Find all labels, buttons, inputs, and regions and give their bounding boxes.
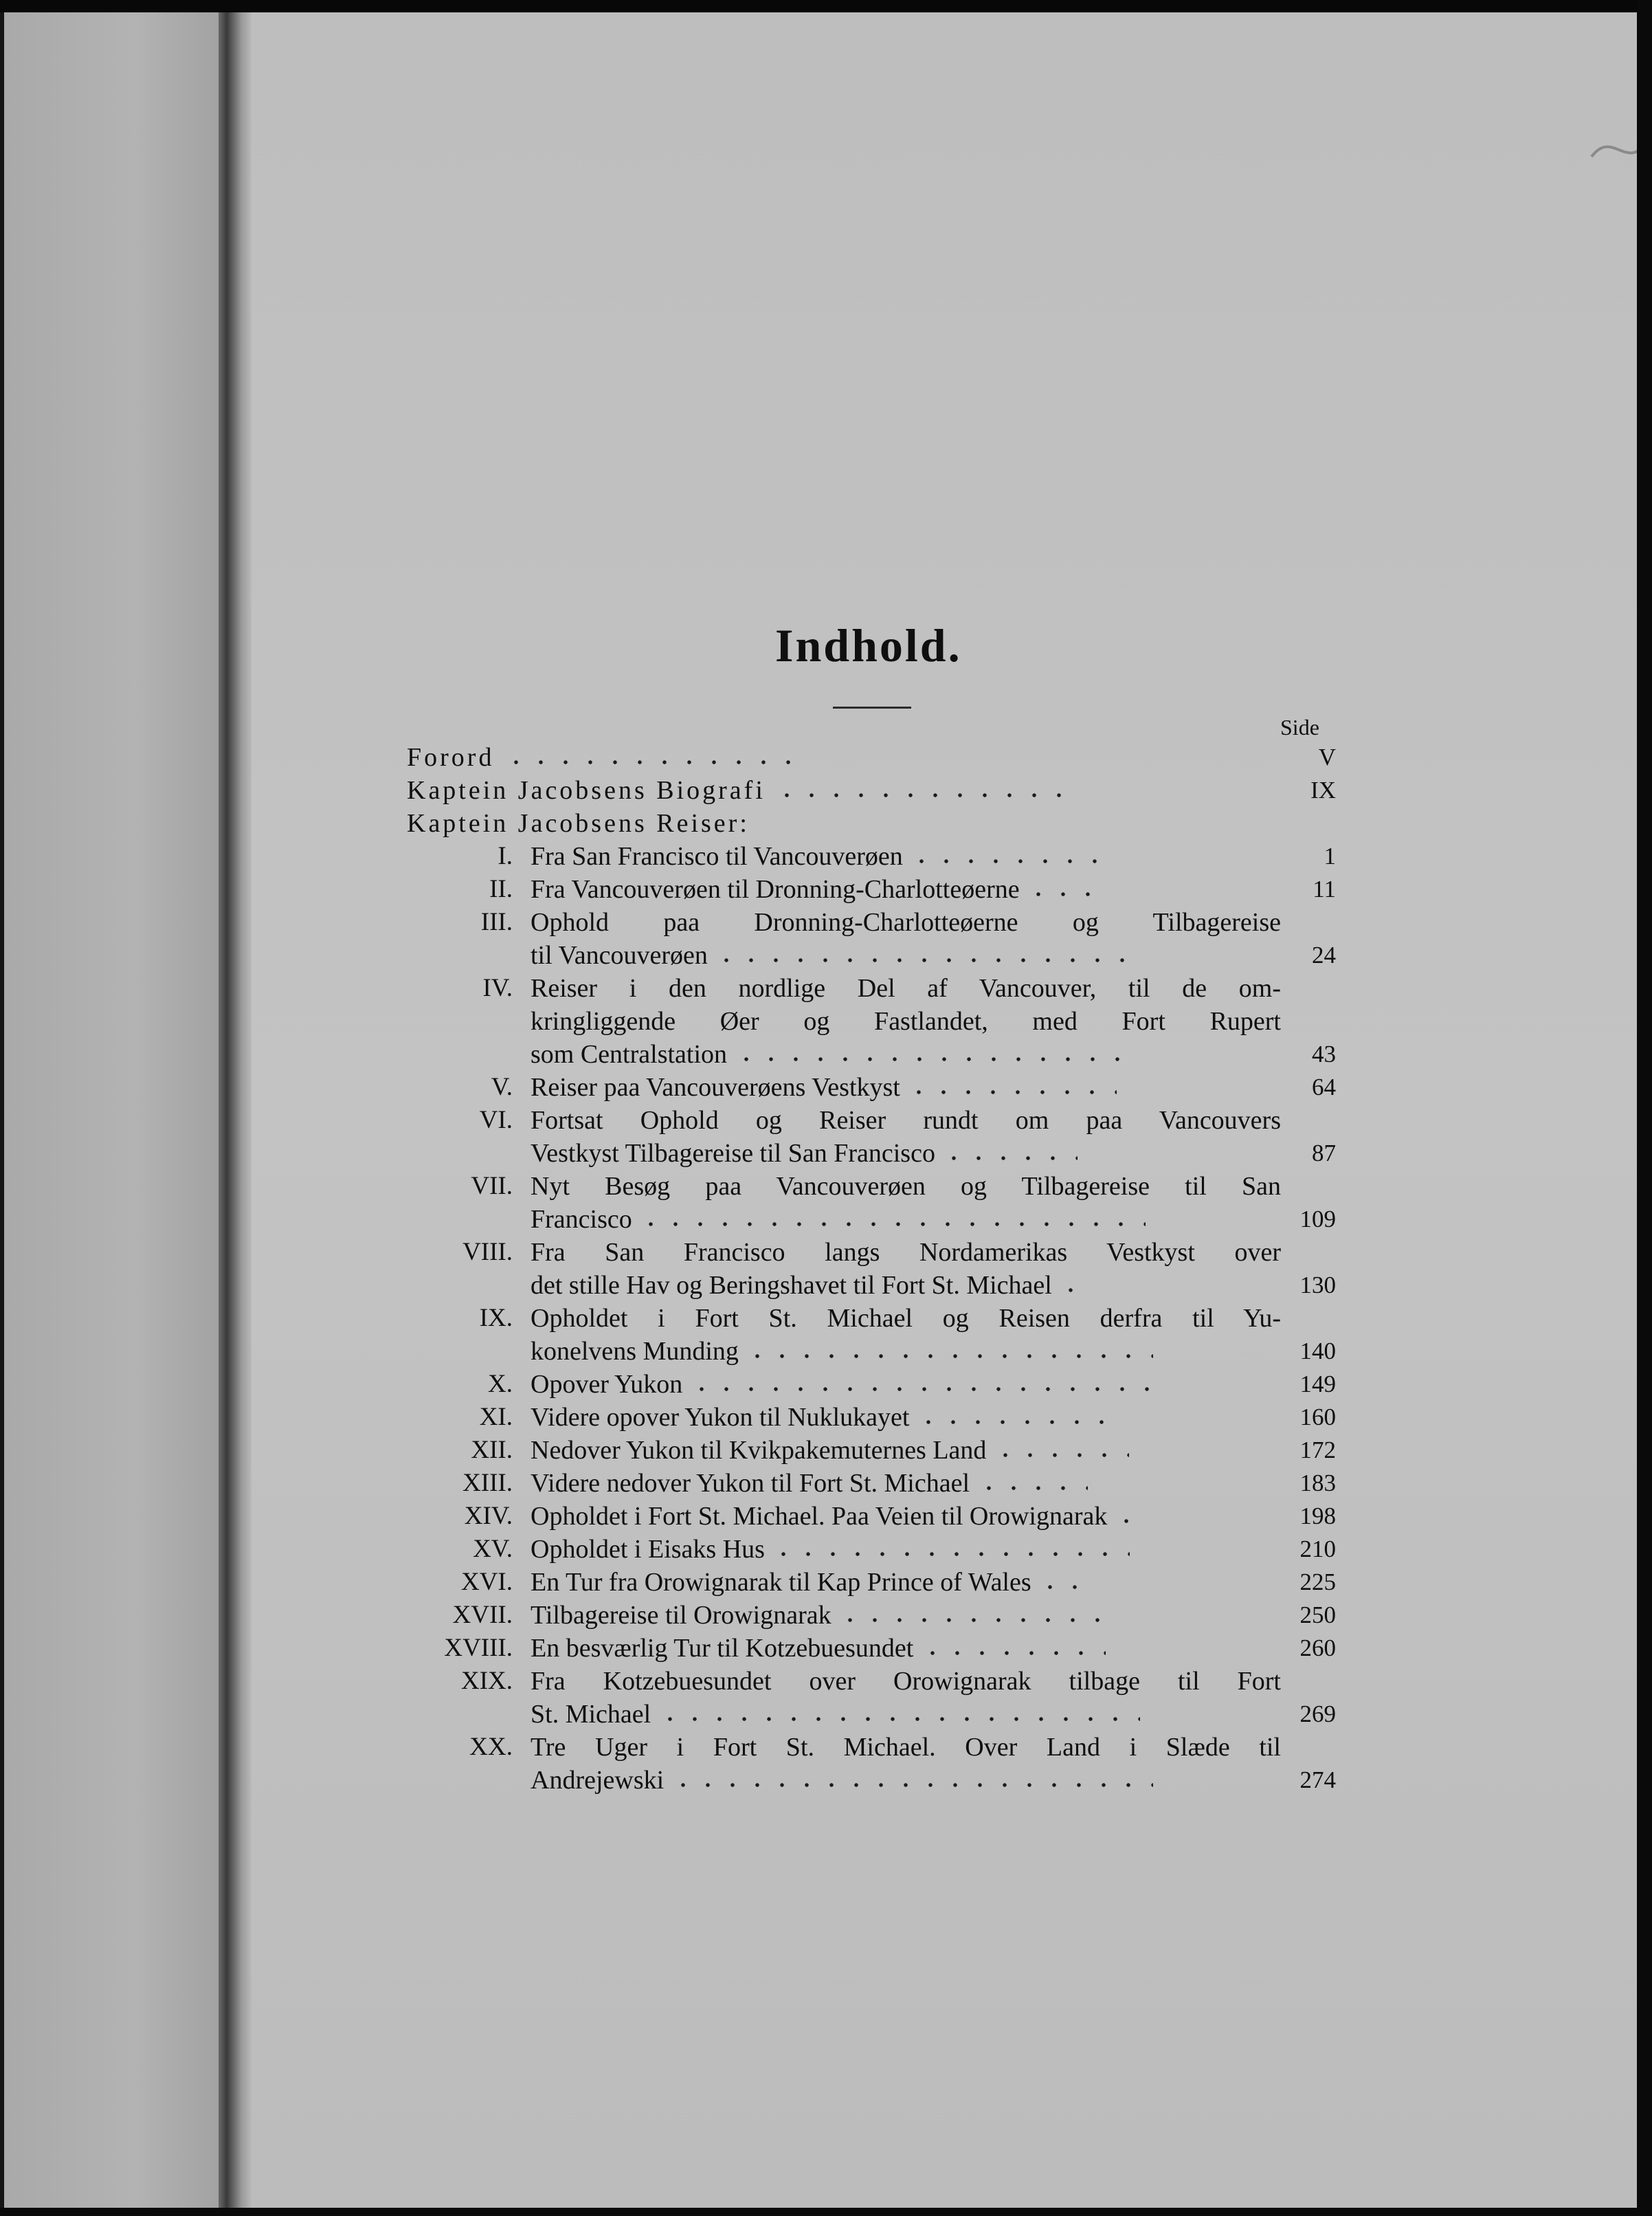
chapter-title-line <box>531 1467 1281 1500</box>
dot-leader <box>1058 1270 1086 1294</box>
chapter-title-line <box>531 1764 1281 1797</box>
chapter-number: XIX. <box>460 1667 513 1695</box>
chapter-title-text: Tilbagereise til Orowignarak <box>531 1601 831 1630</box>
chapter-title-text: til Vancouverøen <box>531 941 708 970</box>
chapter-title-line <box>531 1269 1281 1302</box>
toc-chapter-line <box>407 1566 1336 1599</box>
toc-page-number: 210 <box>1299 1536 1336 1562</box>
toc-page-number: 1 <box>1324 843 1336 869</box>
scan-border-right <box>1637 0 1652 2216</box>
chapter-number: V. <box>491 1073 513 1101</box>
toc-page-number: 24 <box>1312 942 1336 968</box>
toc-chapter-line <box>407 1302 1336 1335</box>
chapter-number: XI. <box>479 1403 513 1431</box>
dot-leader <box>838 1600 1110 1624</box>
chapter-title-text: St. Michael <box>531 1700 651 1729</box>
chapter-title-line <box>531 1071 1281 1104</box>
toc-page-number: 260 <box>1299 1635 1336 1661</box>
title-rule <box>833 707 911 709</box>
toc-chapter-line <box>407 1500 1336 1533</box>
toc-page-number: 64 <box>1312 1074 1336 1100</box>
toc-chapter-line <box>407 1038 1336 1071</box>
chapter-title-line <box>531 1533 1281 1566</box>
chapter-title-text: Vestkyst Tilbagereise til San Francisco <box>531 1139 935 1168</box>
toc-front-entry <box>407 774 1336 807</box>
chapter-title-line <box>531 1599 1281 1632</box>
toc-page-number: 172 <box>1299 1437 1336 1463</box>
chapter-title-text: Francisco <box>531 1205 632 1234</box>
toc-page-number: V <box>1318 744 1336 771</box>
chapter-title-line <box>531 840 1281 873</box>
chapter-title-text: Videre opover Yukon til Nuklukayet <box>531 1403 910 1432</box>
toc-chapter-line <box>407 840 1336 873</box>
toc-chapter-line <box>407 1335 1336 1368</box>
toc-chapter-line <box>407 1071 1336 1104</box>
toc-entry-title: Forord <box>407 741 1281 774</box>
chapter-title-line <box>531 873 1281 906</box>
toc-entry-title: Kaptein Jacobsens Biografi <box>407 774 1281 807</box>
dot-leader <box>1026 874 1100 898</box>
chapter-number: XV. <box>473 1535 513 1563</box>
page-column-label: Side <box>1280 715 1319 740</box>
table-of-contents <box>407 741 1336 1797</box>
toc-chapter-line <box>407 873 1336 906</box>
chapter-title-line <box>531 1401 1281 1434</box>
scan-border-top <box>0 0 1652 12</box>
chapter-title-line <box>531 1434 1281 1467</box>
chapter-title-text: En besværlig Tur til Kotzebuesundet <box>531 1634 914 1663</box>
chapter-number: VIII. <box>462 1238 513 1266</box>
dot-leader <box>504 742 792 766</box>
toc-page-number: 198 <box>1299 1503 1336 1529</box>
chapter-title-text: Reiser paa Vancouverøens Vestkyst <box>531 1073 900 1102</box>
dot-leader <box>993 1435 1129 1459</box>
chapter-number: XIV. <box>464 1502 513 1530</box>
toc-chapter-line <box>407 1434 1336 1467</box>
chapter-title-line: Ophold paa Dronning-Charlotteøerne og Tilbagereise <box>531 908 1281 937</box>
toc-chapter-line <box>407 1665 1336 1698</box>
chapter-title-text: Opholdet i Eisaks Hus <box>531 1535 765 1564</box>
chapter-number: IV. <box>482 974 513 1002</box>
toc-page-number: 160 <box>1299 1404 1336 1430</box>
toc-chapter-line <box>407 1764 1336 1797</box>
chapter-title-text: Videre nedover Yukon til Fort St. Michael <box>531 1469 970 1498</box>
dot-leader <box>745 1336 1153 1360</box>
chapter-number: II. <box>489 875 513 903</box>
chapter-title-line <box>531 1038 1281 1071</box>
chapter-number: III. <box>480 908 513 936</box>
toc-chapter-line <box>407 1203 1336 1236</box>
toc-page-number: 130 <box>1299 1272 1336 1298</box>
chapter-title-line <box>531 1203 1281 1236</box>
chapter-title-text: Fra Vancouverøen til Dronning-Charlotteøerne <box>531 875 1020 904</box>
page-title: Indhold. <box>775 619 962 672</box>
dot-leader <box>1038 1567 1087 1591</box>
chapter-number: XII. <box>471 1436 513 1464</box>
chapter-title-line: Opholdet i Fort St. Michael og Reisen derfra til Yu- <box>531 1304 1281 1333</box>
toc-chapter-line <box>407 1401 1336 1434</box>
chapter-title-line: Fortsat Ophold og Reiser rundt om paa Vancouvers <box>531 1106 1281 1135</box>
toc-page-number: 274 <box>1299 1766 1336 1793</box>
chapter-number: XIII. <box>462 1469 513 1497</box>
chapter-title-text: det stille Hav og Beringshavet til Fort St. Michael <box>531 1271 1052 1300</box>
chapter-title-line <box>531 1368 1281 1401</box>
chapter-number: XVIII. <box>444 1634 513 1662</box>
toc-chapter-line <box>407 1368 1336 1401</box>
chapter-title-line <box>531 1632 1281 1665</box>
toc-chapter-line <box>407 1731 1336 1764</box>
chapter-title-line: Nyt Besøg paa Vancouverøen og Tilbagereise til San <box>531 1172 1281 1201</box>
scan-border-bottom <box>0 2208 1652 2216</box>
toc-chapter-line <box>407 972 1336 1005</box>
dot-leader <box>920 1633 1106 1657</box>
book-gutter <box>219 12 252 2208</box>
toc-front-entry <box>407 807 1336 840</box>
toc-chapter-line <box>407 1236 1336 1269</box>
toc-page-number: 250 <box>1299 1602 1336 1628</box>
toc-chapter-line <box>407 1269 1336 1302</box>
chapter-title-line <box>531 1335 1281 1368</box>
toc-page-number: 87 <box>1312 1140 1336 1166</box>
chapter-title-text: Andrejewski <box>531 1766 665 1795</box>
chapter-title-text: Opover Yukon <box>531 1370 683 1399</box>
toc-chapter-line <box>407 1005 1336 1038</box>
dot-leader <box>774 775 1063 799</box>
dot-leader <box>638 1204 1146 1228</box>
chapter-title-line: kringliggende Øer og Fastlandet, med Fort Rupert <box>531 1007 1281 1036</box>
chapter-title-line <box>531 1500 1281 1533</box>
dot-leader <box>658 1699 1140 1722</box>
chapter-number: XVI. <box>460 1568 513 1596</box>
toc-chapter-line <box>407 1632 1336 1665</box>
toc-front-entry <box>407 741 1336 774</box>
chapter-title-text: En Tur fra Orowignarak til Kap Prince of Wales <box>531 1568 1031 1597</box>
toc-chapter-line <box>407 1104 1336 1137</box>
chapter-title-text: Opholdet i Fort St. Michael. Paa Veien til Orowignarak <box>531 1502 1108 1531</box>
toc-page-number: 43 <box>1312 1041 1336 1067</box>
dot-leader <box>689 1369 1159 1393</box>
dot-leader <box>976 1468 1088 1492</box>
dot-leader <box>714 940 1135 964</box>
chapter-number: XX. <box>469 1733 513 1761</box>
chapter-title-line <box>531 1698 1281 1731</box>
toc-chapter-line <box>407 1533 1336 1566</box>
toc-page-number: IX <box>1310 777 1336 804</box>
toc-page-number: 140 <box>1299 1338 1336 1364</box>
chapter-title-line <box>531 1566 1281 1599</box>
facing-page <box>4 12 221 2208</box>
chapter-title-line <box>531 939 1281 972</box>
chapter-number: VII. <box>471 1172 513 1200</box>
chapter-number: X. <box>488 1370 513 1398</box>
toc-page-number: 269 <box>1299 1700 1336 1727</box>
chapter-title-text: Nedover Yukon til Kvikpakemuternes Land <box>531 1436 987 1465</box>
dot-leader <box>906 1072 1117 1096</box>
dot-leader <box>916 1402 1114 1426</box>
chapter-title-line: Tre Uger i Fort St. Michael. Over Land i Slæde til <box>531 1733 1281 1762</box>
toc-entry-title: Kaptein Jacobsens Reiser: <box>407 809 750 838</box>
dot-leader <box>771 1534 1130 1558</box>
toc-chapter-line <box>407 1599 1336 1632</box>
chapter-number: I. <box>498 842 513 870</box>
chapter-title-line: Fra San Francisco langs Nordamerikas Vestkyst over <box>531 1238 1281 1267</box>
toc-chapter-line <box>407 939 1336 972</box>
toc-chapter-line <box>407 1170 1336 1203</box>
toc-page-number: 109 <box>1299 1206 1336 1232</box>
toc-chapter-line <box>407 1698 1336 1731</box>
toc-chapter-line <box>407 1137 1336 1170</box>
chapter-number: VI. <box>479 1106 513 1134</box>
toc-chapter-line <box>407 906 1336 939</box>
chapter-number: XVII. <box>452 1601 513 1629</box>
dot-leader <box>909 841 1107 865</box>
chapter-title-line <box>531 1137 1281 1170</box>
chapter-title-line: Fra Kotzebuesundet over Orowignarak tilbage til Fort <box>531 1667 1281 1696</box>
chapter-title-text: Fra San Francisco til Vancouverøen <box>531 842 903 871</box>
toc-page-number: 11 <box>1313 876 1336 902</box>
chapter-title-text: konelvens Munding <box>531 1337 739 1366</box>
dot-leader <box>671 1765 1153 1788</box>
chapter-number: IX. <box>479 1304 513 1332</box>
chapter-title-text: som Centralstation <box>531 1040 728 1069</box>
toc-chapter-line <box>407 1467 1336 1500</box>
dot-leader <box>734 1039 1130 1063</box>
toc-page-number: 183 <box>1299 1470 1336 1496</box>
dot-leader <box>941 1138 1078 1162</box>
toc-page-number: 149 <box>1299 1371 1336 1397</box>
chapter-title-line: Reiser i den nordlige Del af Vancouver, til de om- <box>531 974 1281 1003</box>
dot-leader <box>1114 1501 1141 1525</box>
toc-page-number: 225 <box>1299 1569 1336 1595</box>
